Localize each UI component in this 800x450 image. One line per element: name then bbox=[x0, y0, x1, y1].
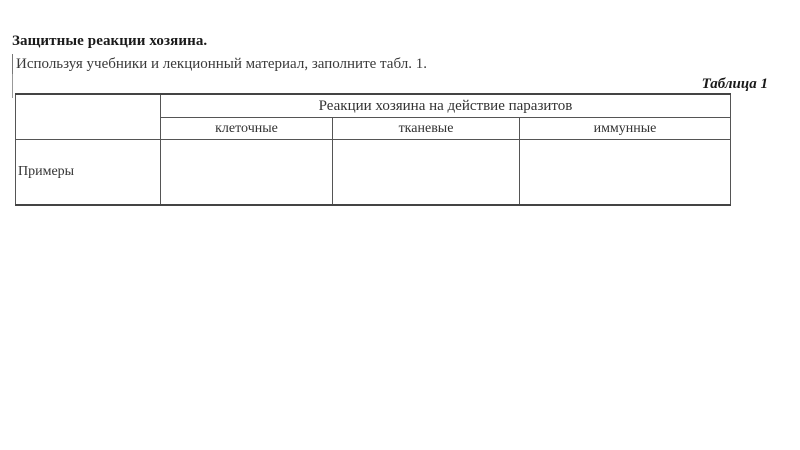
section-heading: Защитные реакции хозяина. bbox=[12, 33, 208, 49]
instruction-text: Используя учебники и лекционный материал, заполните табл. 1. bbox=[12, 54, 427, 74]
corner-cell bbox=[16, 94, 161, 140]
reactions-table bbox=[15, 93, 731, 206]
column-header-cellular: клеточные bbox=[161, 118, 333, 140]
group-header-cell: Реакции хозяина на действие паразитов bbox=[161, 94, 731, 118]
row-label-examples: Примеры bbox=[16, 140, 161, 206]
column-header-immune: иммунные bbox=[520, 118, 731, 140]
examples-cellular-cell[interactable] bbox=[161, 140, 333, 206]
examples-tissue-cell[interactable] bbox=[333, 140, 520, 206]
examples-immune-cell[interactable] bbox=[520, 140, 731, 206]
table-row bbox=[16, 140, 731, 206]
column-header-tissue: тканевые bbox=[333, 118, 520, 140]
table-header-row bbox=[16, 94, 731, 118]
table-caption: Таблица 1 bbox=[701, 76, 768, 92]
margin-rule bbox=[12, 74, 13, 98]
